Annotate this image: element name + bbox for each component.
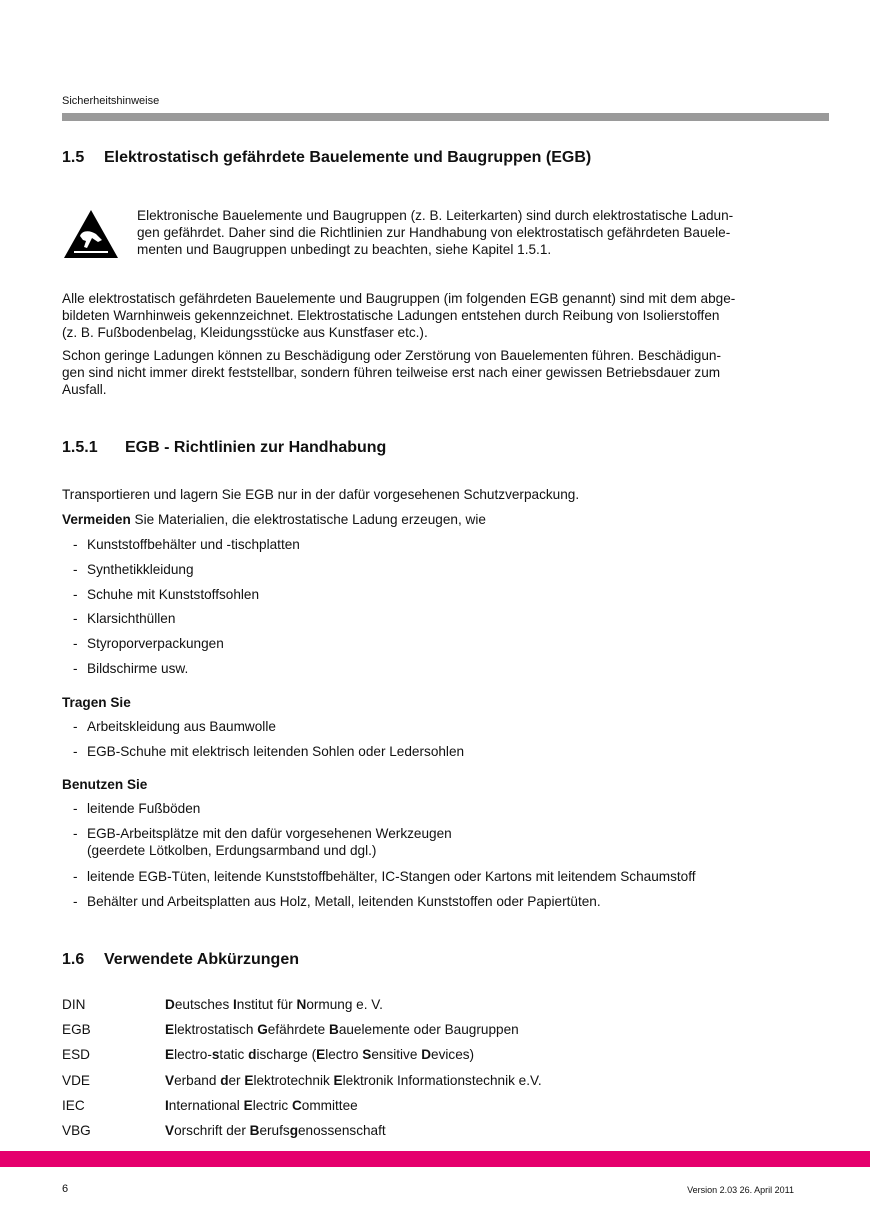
definition-segment: B (249, 1123, 260, 1138)
section-number: 1.5.1 (62, 439, 98, 456)
definition-segment: orschrift der (174, 1123, 250, 1138)
list-item-text: Kunststoffbehälter und -tischplatten (87, 537, 300, 552)
text-line: (geerdete Lötkolben, Erdungsarmband und dgl.) (87, 843, 377, 858)
abbreviation-row (62, 1047, 762, 1062)
definition-segment: lectric (252, 1097, 292, 1113)
dash: - (73, 611, 78, 627)
abbreviation-key: ESD (62, 1047, 90, 1063)
page-number: 6 (62, 1183, 69, 1195)
list-item (73, 825, 452, 859)
definition-segment: lectro- (174, 1047, 212, 1063)
definition-segment: nternational (168, 1097, 244, 1113)
definition-segment: erband (174, 1072, 221, 1088)
list-item (73, 743, 464, 760)
dash: - (73, 586, 78, 602)
abbreviation-definition (165, 997, 383, 1012)
definition-segment: auelemente oder Baugruppen (338, 1022, 519, 1038)
list-item (73, 660, 188, 677)
list-item-text: Schuhe mit Kunststoffsohlen (87, 586, 260, 602)
avoid-rest: Sie Materialien, die elektrostatische Ladung erzeugen, wie (130, 512, 486, 527)
list-item-text: leitende Fußböden (87, 801, 201, 816)
definition-segment: E (165, 1022, 175, 1038)
section-1-5-1-heading (62, 439, 386, 457)
running-header: Sicherheitshinweise (62, 95, 160, 107)
definition-segment: G (257, 1022, 268, 1038)
header-divider (62, 113, 829, 121)
dash: - (73, 801, 78, 816)
dash: - (73, 561, 78, 577)
section-title: Verwendete Abkürzungen (104, 951, 299, 968)
definition-segment: eutsches (174, 997, 234, 1012)
list-item-text: Arbeitskleidung aus Baumwolle (87, 719, 276, 734)
text-line: gen sind nicht immer direkt feststellbar, sondern führen teilweise erst nach einer gewissen Betriebsdauer zum (62, 365, 721, 380)
avoid-text (62, 511, 486, 528)
abbreviation-row (62, 997, 762, 1012)
esd-warning-text (137, 207, 733, 258)
list-item-text: Synthetikkleidung (87, 561, 194, 577)
intro-text: Transportieren und lagern Sie EGB nur in der dafür vorgesehenen Schutzverpackung. (62, 487, 580, 502)
section-1-6-heading (62, 951, 299, 969)
list-item-text (87, 825, 452, 859)
definition-segment: S (362, 1047, 372, 1063)
dash: - (73, 636, 78, 652)
abbreviation-definition (165, 1123, 386, 1138)
definition-segment: D (165, 997, 175, 1012)
definition-segment: tatic (219, 1047, 249, 1063)
abbreviation-definition (165, 1047, 474, 1062)
section-title: Elektrostatisch gefährdete Bauelemente und Baugruppen (EGB) (104, 149, 592, 166)
list-item (73, 561, 194, 578)
abbreviation-key: IEC (62, 1097, 85, 1113)
list-item (73, 893, 601, 910)
dash: - (73, 537, 78, 552)
definition-segment: V (165, 1072, 175, 1088)
esd-warning-icon (62, 208, 120, 260)
footer-accent-bar (0, 1151, 870, 1167)
definition-segment: B (328, 1022, 339, 1038)
abbreviation-definition (165, 1073, 542, 1088)
definition-segment: er (228, 1072, 245, 1088)
wear-heading: Tragen Sie (62, 695, 131, 710)
dash: - (73, 894, 78, 909)
definition-segment: V (165, 1123, 175, 1138)
text-line: bildeten Warnhinweis gekennzeichnet. Elektrostatische Ladungen entstehen durch Reibung von Isolierstoffen (62, 308, 720, 323)
abbreviation-key: EGB (62, 1022, 91, 1038)
text-line: menten und Baugruppen unbedingt zu beachten, siehe Kapitel 1.5.1. (137, 242, 552, 257)
list-item (73, 536, 300, 553)
definition-segment: ensitive (371, 1047, 422, 1063)
definition-segment: efährdete (267, 1022, 329, 1038)
text-line: Alle elektrostatisch gefährdeten Bauelemente und Baugruppen (im folgenden EGB genannt) sind mit dem abge- (62, 291, 736, 306)
definition-segment: ormung e. V. (306, 997, 383, 1012)
definition-segment: ischarge ( (256, 1047, 317, 1063)
list-item-text: EGB-Schuhe mit elektrisch leitenden Sohlen oder Ledersohlen (87, 743, 465, 759)
text-line: (z. B. Fußbodenbelag, Kleidungsstücke aus Kunstfaser etc.). (62, 325, 428, 340)
definition-segment: I (165, 1097, 169, 1113)
text-line: EGB-Arbeitsplätze mit den dafür vorgesehenen Werkzeugen (87, 826, 452, 841)
section-number: 1.6 (62, 951, 85, 968)
paragraph (62, 347, 721, 398)
version-info: Version 2.03 26. April 2011 (687, 1185, 794, 1195)
list-item-text: Behälter und Arbeitsplatten aus Holz, Metall, leitenden Kunststoffen oder Papiertüten. (87, 894, 601, 909)
definition-segment: E (244, 1072, 254, 1088)
abbreviation-row (62, 1123, 762, 1138)
definition-segment: d (220, 1072, 229, 1088)
definition-segment: lektrotechnik (253, 1072, 334, 1088)
abbreviation-key: DIN (62, 997, 86, 1012)
definition-segment: C (291, 1097, 302, 1113)
avoid-bold: Vermeiden (62, 512, 131, 527)
dash: - (73, 869, 78, 884)
list-item (73, 610, 175, 627)
list-item-text: Styroporverpackungen (87, 636, 224, 652)
definition-segment: nstitut für (236, 997, 297, 1012)
abbreviation-row (62, 1098, 762, 1113)
definition-segment: lectro (325, 1047, 363, 1063)
dash: - (73, 743, 78, 759)
use-heading: Benutzen Sie (62, 777, 148, 792)
list-item-text: leitende EGB-Tüten, leitende Kunststoffbehälter, IC-Stangen oder Kartons mit leitendem Schaumstoff (87, 869, 696, 884)
definition-segment: E (165, 1047, 175, 1063)
definition-segment: lektrostatisch (174, 1022, 258, 1038)
definition-segment: E (316, 1047, 326, 1063)
definition-segment: s (211, 1047, 220, 1063)
definition-segment: E (333, 1072, 343, 1088)
list-item (73, 635, 224, 652)
section-number: 1.5 (62, 149, 85, 166)
abbreviation-key: VDE (62, 1072, 90, 1088)
list-item-text: Klarsichthüllen (87, 611, 176, 627)
definition-segment: E (243, 1097, 253, 1113)
definition-segment: g (289, 1123, 298, 1138)
list-item (73, 800, 200, 817)
definition-segment: ommittee (301, 1097, 358, 1113)
definition-segment: d (248, 1047, 257, 1063)
paragraph (62, 290, 735, 341)
list-item (73, 586, 259, 603)
definition-segment: evices) (431, 1047, 475, 1063)
dash: - (73, 661, 78, 676)
text-line: Elektronische Bauelemente und Baugruppen (z. B. Leiterkarten) sind durch elektrostatische Ladun- (137, 208, 734, 223)
definition-segment: erufs (259, 1123, 290, 1138)
section-1-5-heading (62, 149, 591, 167)
abbreviation-key: VBG (62, 1123, 91, 1138)
dash: - (73, 826, 78, 841)
abbreviation-row (62, 1022, 762, 1037)
list-item (73, 868, 696, 885)
text-line: gen gefährdet. Daher sind die Richtlinien zur Handhabung von elektrostatisch gefährdeten Bauele- (137, 225, 731, 240)
abbreviation-definition (165, 1098, 358, 1113)
abbreviation-definition (165, 1022, 519, 1037)
text-line: Ausfall. (62, 382, 107, 397)
definition-segment: lektronik Informationstechnik e.V. (342, 1072, 542, 1088)
definition-segment: D (421, 1047, 432, 1063)
list-item (73, 718, 276, 735)
text-line: Schon geringe Ladungen können zu Beschädigung oder Zerstörung von Bauelementen führen. Beschädigun- (62, 348, 722, 363)
definition-segment: N (296, 997, 307, 1012)
abbreviation-row (62, 1073, 762, 1088)
definition-segment: enossenschaft (298, 1123, 386, 1138)
definition-segment: I (233, 997, 237, 1012)
section-title: EGB - Richtlinien zur Handhabung (125, 439, 387, 456)
dash: - (73, 719, 78, 734)
list-item-text: Bildschirme usw. (87, 661, 189, 676)
